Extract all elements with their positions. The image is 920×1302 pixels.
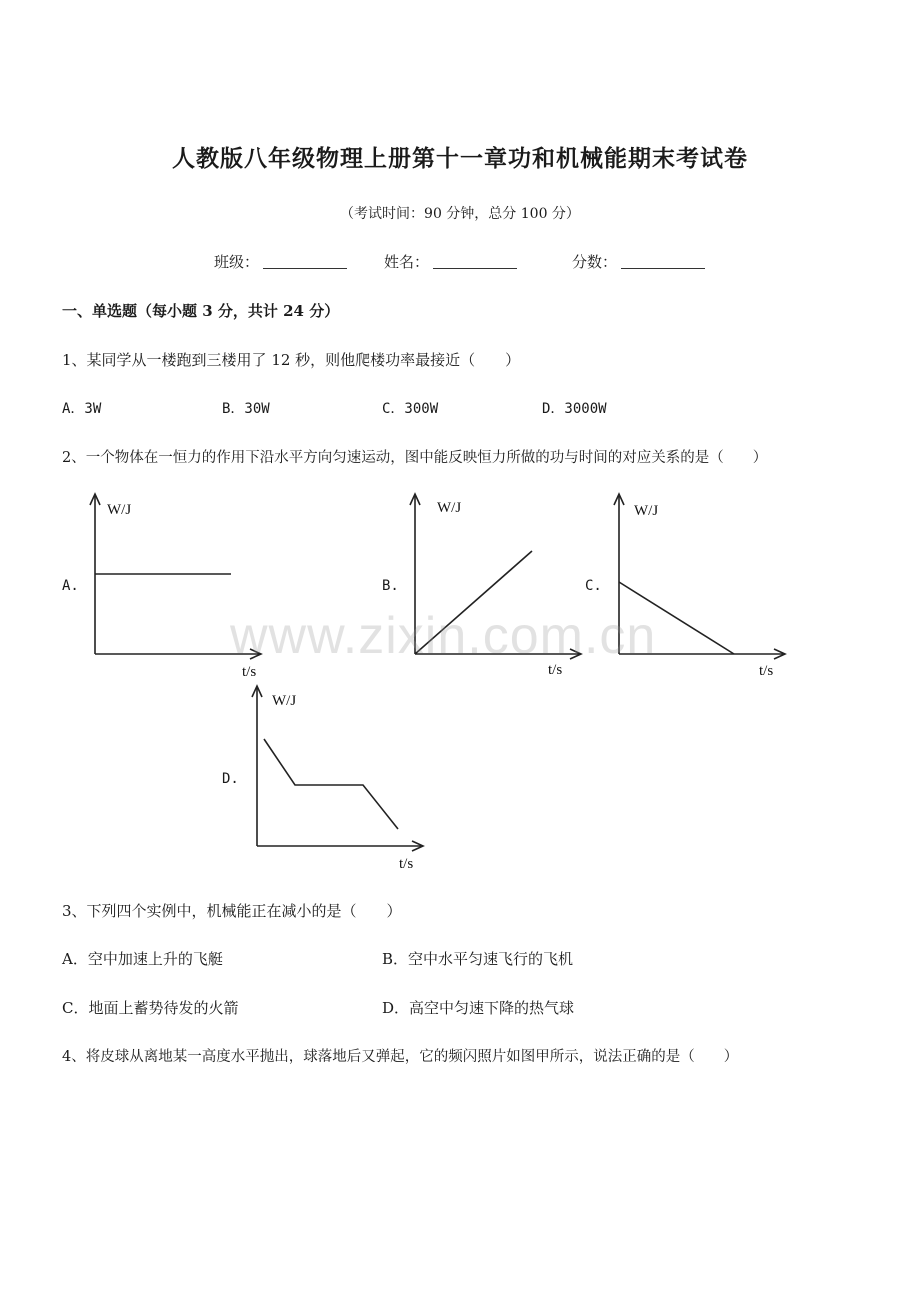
class-field xyxy=(214,251,347,272)
q3-option-d: D．高空中匀速下降的热气球 xyxy=(382,999,575,1017)
q3-option-a: A．空中加速上升的飞艇 xyxy=(62,950,223,968)
y-axis-label: W/J xyxy=(107,502,132,518)
x-axis-label: t/s xyxy=(759,663,774,679)
question-4: 4、将皮球从离地某一高度水平抛出，球落地后又弹起，它的频闪照片如图甲所示，说法正确的是（ ） xyxy=(62,1049,739,1065)
exam-subtitle: （考试时间：90 分钟，总分 100 分） xyxy=(340,206,580,222)
name-field xyxy=(384,251,517,272)
x-axis-label: t/s xyxy=(399,856,414,872)
q2-graph-a-label: A. xyxy=(62,578,79,594)
q2-graph-b-label: B. xyxy=(382,578,399,594)
score-field xyxy=(572,251,705,272)
score-blank xyxy=(621,254,705,269)
name-blank xyxy=(433,254,517,269)
q2-graph-c-label: C. xyxy=(585,578,602,594)
y-axis-label: W/J xyxy=(634,503,659,519)
question-3: 3、下列四个实例中，机械能正在减小的是（ ） xyxy=(62,902,402,920)
watermark: www.zixin.com.cn xyxy=(230,607,657,665)
y-axis-label: W/J xyxy=(437,500,462,516)
x-axis-label: t/s xyxy=(242,664,257,680)
name-label: 姓名： xyxy=(384,253,430,271)
q2-graph-d-label: D. xyxy=(222,771,239,787)
score-label: 分数： xyxy=(572,253,618,271)
q3-option-c: C．地面上蓄势待发的火箭 xyxy=(62,999,239,1017)
question-2: 2、一个物体在一恒力的作用下沿水平方向匀速运动，图中能反映恒力所做的功与时间的对应关系的是（ ） xyxy=(62,450,768,466)
class-label: 班级： xyxy=(214,253,260,271)
q3-option-b: B．空中水平匀速飞行的飞机 xyxy=(382,950,574,968)
work-line xyxy=(264,739,398,829)
q1-option-b: B．30W xyxy=(222,401,270,417)
y-axis-label: W/J xyxy=(272,693,297,709)
q2-graph-d xyxy=(242,680,432,875)
section-heading: 一、单选题（每小题 3 分，共计 24 分） xyxy=(62,302,340,320)
q1-option-d: D．3000W xyxy=(542,401,607,417)
class-blank xyxy=(263,254,347,269)
x-axis-label: t/s xyxy=(548,662,563,678)
q1-option-a: A．3W xyxy=(62,401,102,417)
question-1: 1、某同学从一楼跑到三楼用了 12 秒，则他爬楼功率最接近（ ） xyxy=(62,351,521,369)
exam-title: 人教版八年级物理上册第十一章功和机械能期末考试卷 xyxy=(172,145,748,172)
q1-option-c: C．300W xyxy=(382,401,439,417)
